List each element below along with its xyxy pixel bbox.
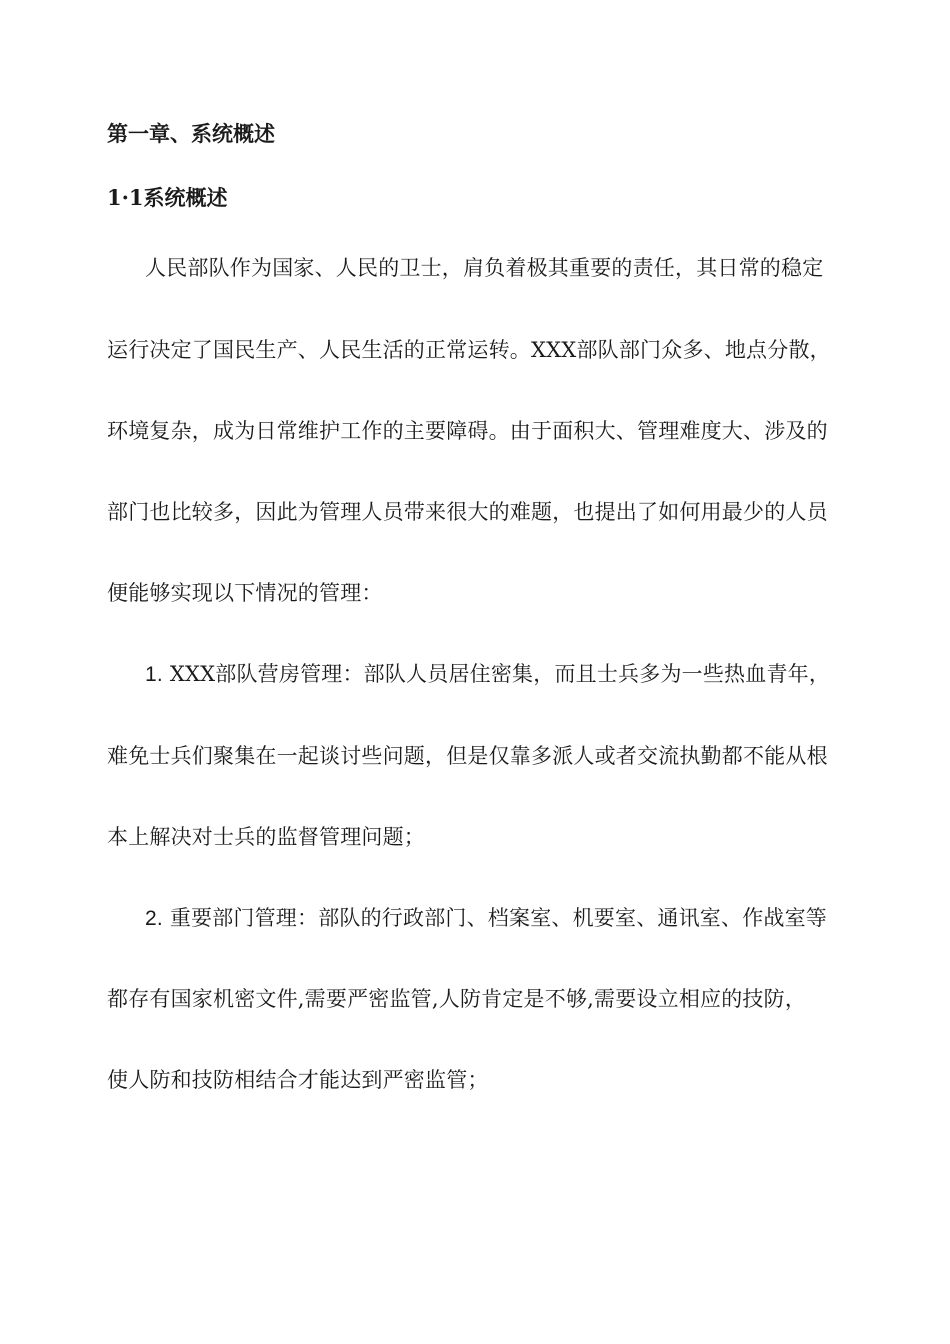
paragraph-line: 难免士兵们聚集在一起谈讨些问题，但是仅靠多派人或者交流执勤都不能从根: [107, 744, 828, 768]
paragraph-line: 本上解决对士兵的监督管理问题；: [107, 825, 425, 849]
list-item-first-line: [145, 660, 830, 689]
section-title: 1·1系统概述: [107, 185, 228, 210]
paragraph-line: 运行决定了国民生产、人民生活的正常运转。XXX部队部门众多、地点分散，: [107, 338, 831, 362]
list-item-text: 重要部门管理：部队的行政部门、档案室、机要室、通讯室、作战室等: [169, 906, 828, 930]
list-item-number: 2.: [145, 907, 163, 930]
chapter-title: 第一章、系统概述: [107, 121, 275, 146]
list-item-first-line: [145, 904, 827, 933]
paragraph-line: 都存有国家机密文件,需要严密监管,人防肯定是不够,需要设立相应的技防，: [107, 987, 807, 1011]
paragraph-line: 使人防和技防相结合才能达到严密监管；: [107, 1068, 489, 1092]
list-item-text: XXX部队营房管理：部队人员居住密集，而且士兵多为一些热血青年，: [169, 662, 831, 686]
paragraph-line: 部门也比较多，因此为管理人员带来很大的难题，也提出了如何用最少的人员: [107, 500, 828, 524]
paragraph-line: 环境复杂，成为日常维护工作的主要障碍。由于面积大、管理难度大、涉及的: [107, 419, 828, 443]
paragraph-line: 人民部队作为国家、人民的卫士，肩负着极其重要的责任，其日常的稳定: [145, 256, 824, 280]
paragraph-line: 便能够实现以下情况的管理：: [107, 581, 383, 605]
list-item-number: 1.: [145, 663, 163, 686]
